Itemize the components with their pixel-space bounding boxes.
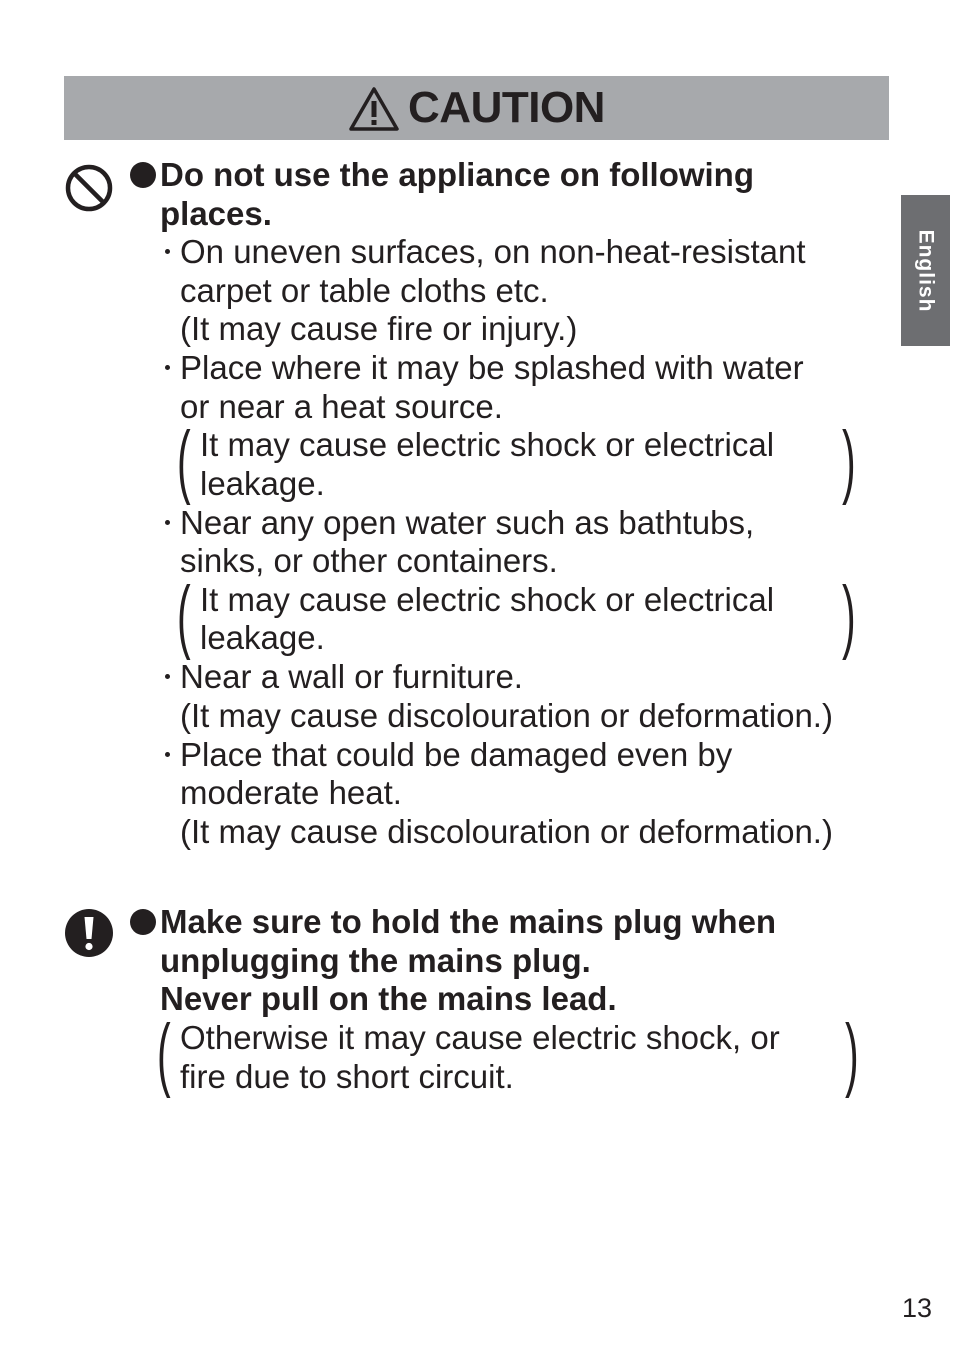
item-1-note: (It may cause fire or injury.) <box>180 310 578 347</box>
note-close-paren: ) <box>845 1008 859 1099</box>
item-4-note: (It may cause discolouration or deformation.) <box>180 697 833 734</box>
item-4-line-1: Near a wall or furniture. <box>180 658 523 695</box>
section1-heading-line-1: Do not use the appliance on following <box>160 156 754 193</box>
page-number: 13 <box>901 1293 932 1323</box>
item-3-note-line-2: leakage. <box>200 619 325 656</box>
item-bullet <box>165 249 170 254</box>
item-3-note-line-1: It may cause electric shock or electrical <box>200 581 775 618</box>
section2-heading-line-3: Never pull on the mains lead. <box>160 980 617 1017</box>
item-5-line-2: moderate heat. <box>180 774 402 811</box>
section1-heading-line-2: places. <box>160 195 272 232</box>
item-2-note-line-2: leakage. <box>200 465 325 502</box>
item-3-line-1: Near any open water such as bathtubs, <box>180 504 755 541</box>
prohibition-icon <box>64 163 114 213</box>
section2-heading-line-2: unplugging the mains plug. <box>160 942 591 979</box>
caution-header <box>64 76 889 140</box>
section1-bullet <box>130 162 156 188</box>
language-tab-label: English <box>914 229 938 312</box>
item-bullet <box>165 520 170 525</box>
note-open-paren: ( <box>157 1008 171 1099</box>
item-3-line-2: sinks, or other containers. <box>180 542 558 579</box>
item-2-note-line-1: It may cause electric shock or electrical <box>200 426 775 463</box>
item-2-line-1: Place where it may be splashed with water <box>180 349 804 386</box>
warning-triangle-icon <box>348 86 400 132</box>
item-5-line-1: Place that could be damaged even by <box>180 736 733 773</box>
item-bullet <box>165 365 170 370</box>
item-bullet <box>165 674 170 679</box>
section2-bullet <box>130 909 156 935</box>
item-bullet <box>165 752 170 757</box>
item-1-line-2: carpet or table cloths etc. <box>180 272 549 309</box>
note-close-paren: ) <box>842 415 856 506</box>
item-1-line-1: On uneven surfaces, on non-heat-resistant <box>180 233 806 270</box>
note-close-paren: ) <box>842 570 856 661</box>
section2-note-line-2: fire due to short circuit. <box>180 1058 514 1095</box>
note-open-paren: ( <box>177 570 191 661</box>
note-open-paren: ( <box>177 415 191 506</box>
section2-note-line-1: Otherwise it may cause electric shock, or <box>180 1019 780 1056</box>
caution-title: CAUTION <box>408 83 605 132</box>
item-2-line-2: or near a heat source. <box>180 388 503 425</box>
item-5-note: (It may cause discolouration or deformation.) <box>180 813 833 850</box>
mandatory-exclamation-icon <box>64 908 114 958</box>
section2-heading-line-1: Make sure to hold the mains plug when <box>160 903 777 940</box>
language-tab <box>901 195 950 346</box>
